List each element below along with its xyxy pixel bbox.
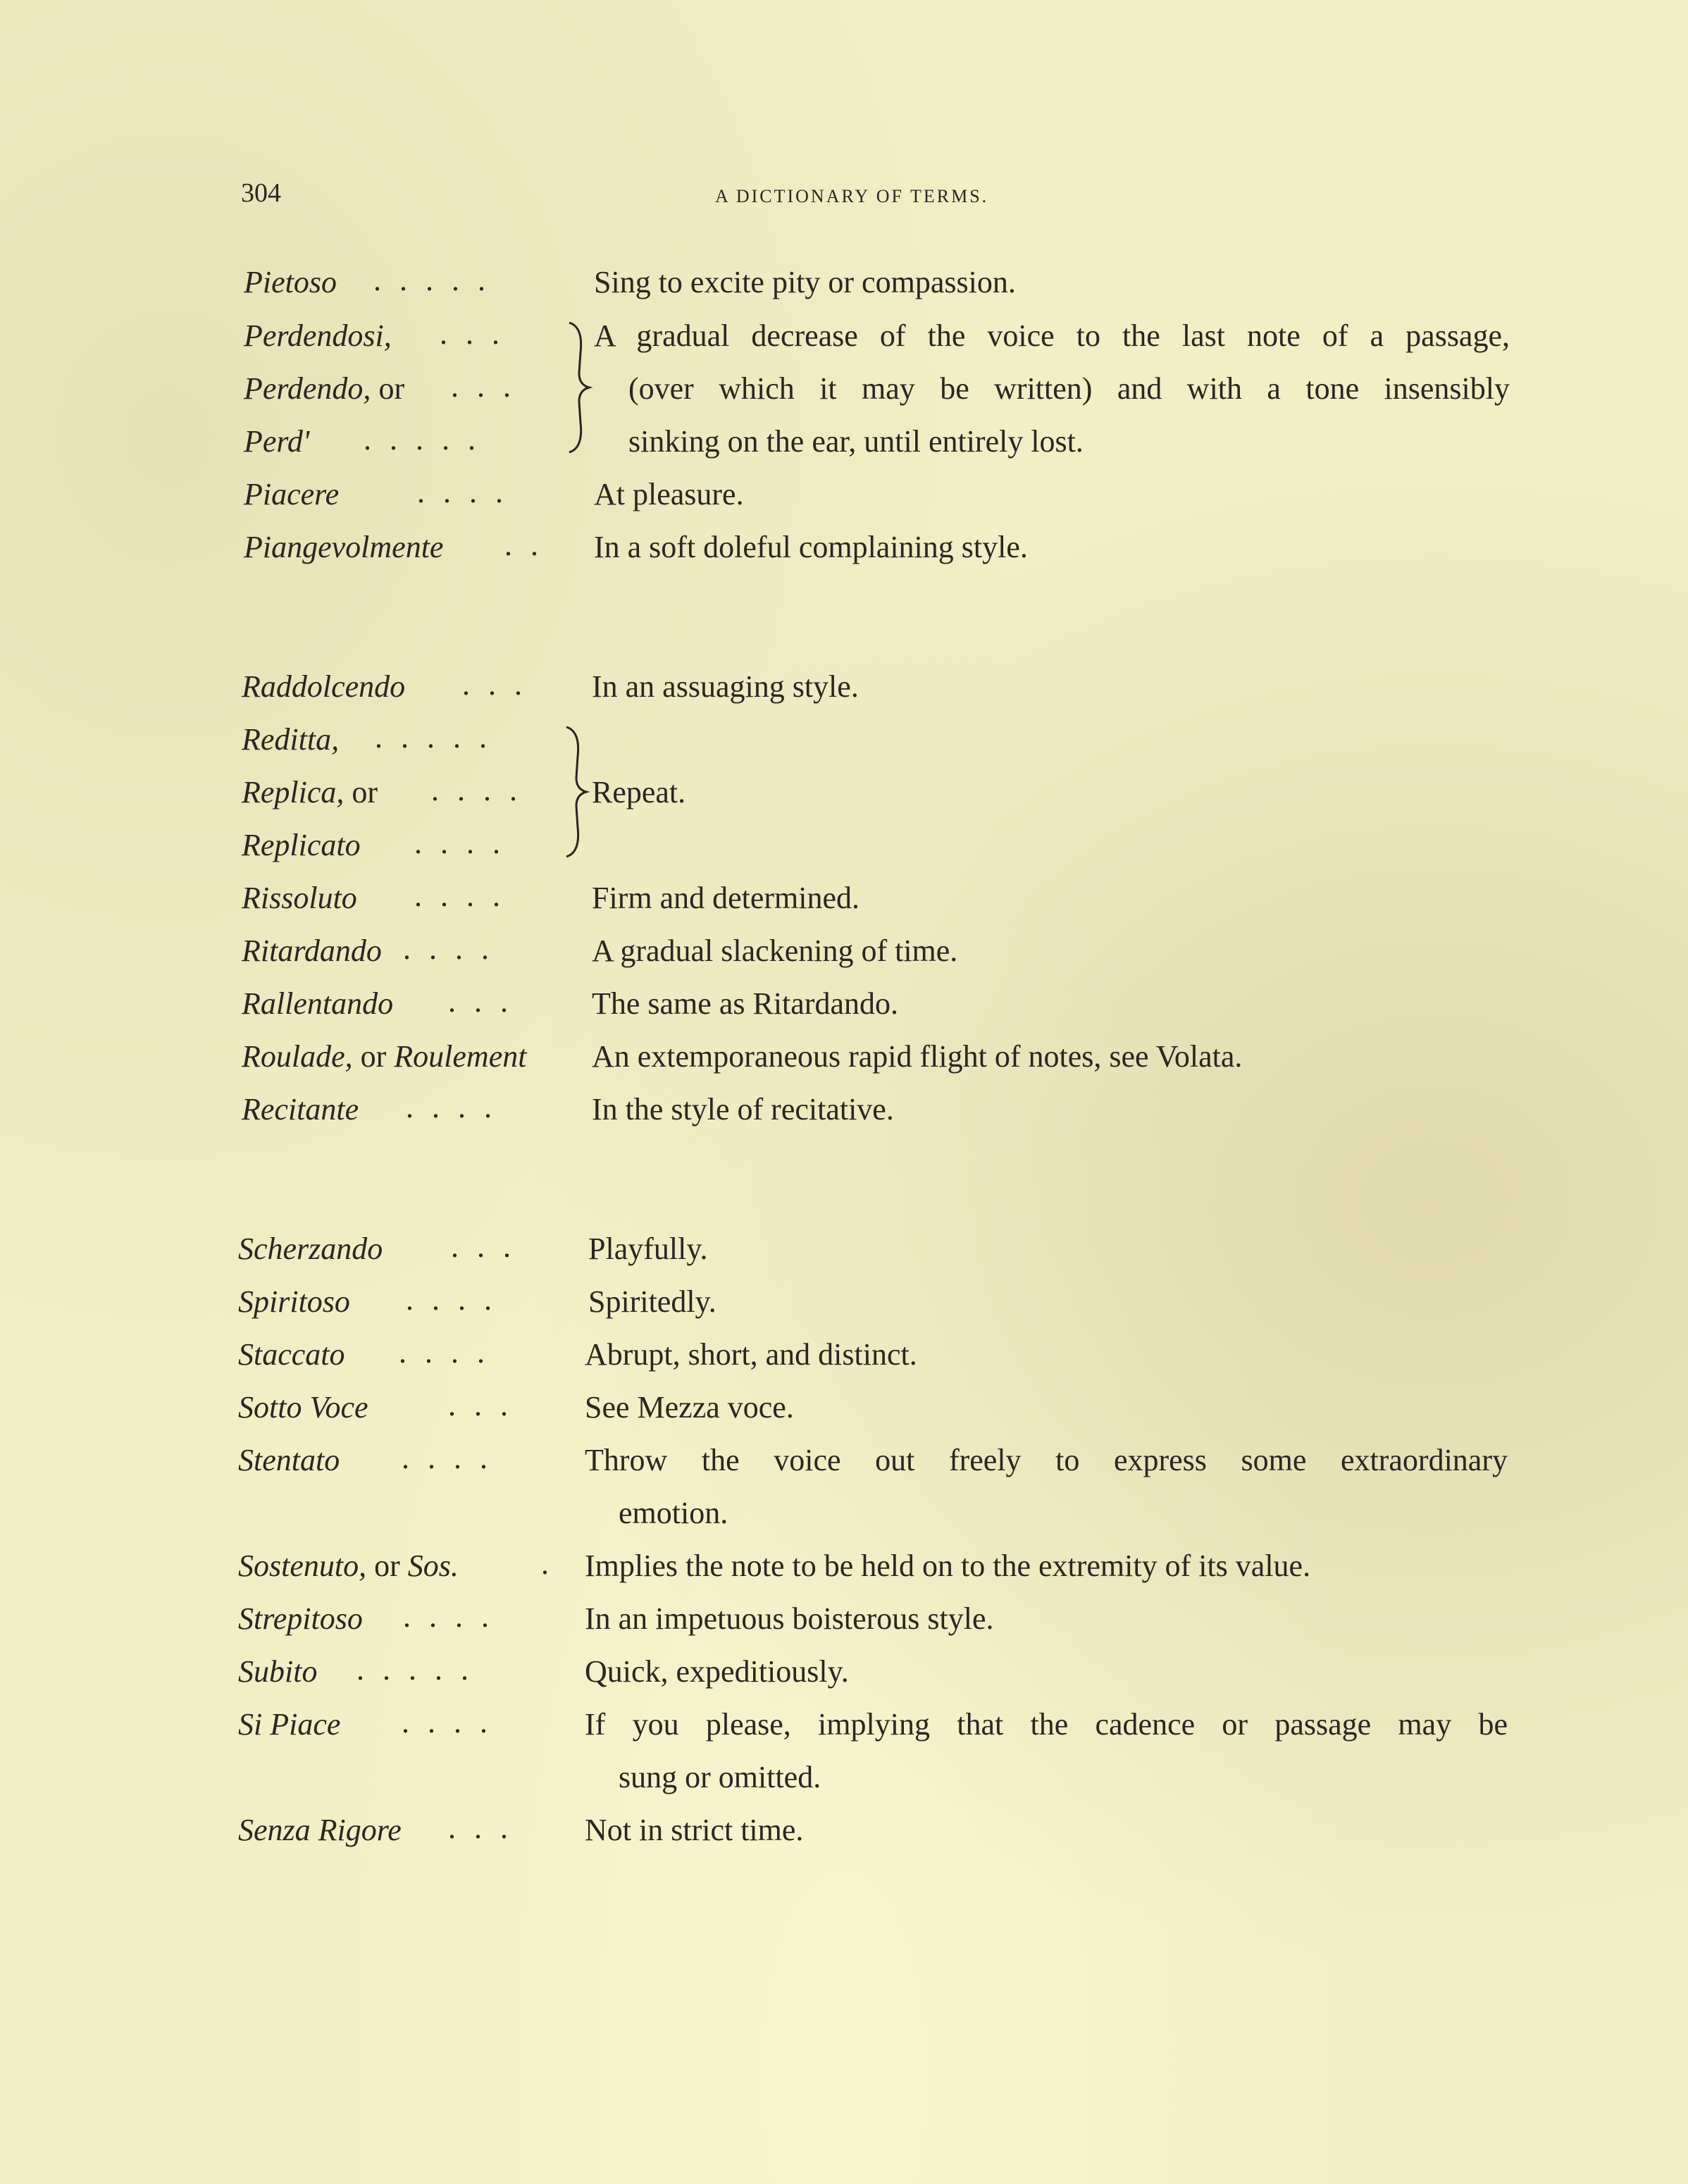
leader-dots: ... <box>448 1811 526 1845</box>
definition-subito: Quick, expeditiously. <box>585 1654 849 1689</box>
definition-stentato: Throw the voice out freely to express some extraordinary <box>585 1443 1508 1477</box>
term-piacere: Piacere <box>244 477 340 511</box>
term-ritardando: Ritardando <box>242 933 382 968</box>
leader-dots: ..... <box>364 422 494 457</box>
term-reditta: Reditta, <box>242 722 340 757</box>
leader-dots: .... <box>403 931 507 966</box>
term-conjunction: or <box>378 371 405 406</box>
leader-dots: .... <box>414 826 519 860</box>
term-sostenuto: Sostenuto, <box>238 1549 367 1583</box>
term-staccato: Staccato <box>238 1337 345 1372</box>
definition-sotto-voce: See Mezza voce. <box>585 1390 794 1425</box>
definition-ritardando: A gradual slackening of time. <box>592 933 958 968</box>
term-sotto-voce: Sotto Voce <box>238 1390 368 1425</box>
term-perdendo-row <box>244 363 404 415</box>
definition-rallentando: The same as Ritardando. <box>592 986 898 1021</box>
definition-stentato-cont: emotion. <box>619 1496 728 1530</box>
term-raddolcendo: Raddolcendo <box>242 669 406 704</box>
term-recitante: Recitante <box>242 1092 359 1127</box>
definition-roulade: An extemporaneous rapid flight of notes, see Volata. <box>592 1039 1243 1074</box>
leader-dots: ... <box>448 1388 526 1422</box>
term-piangevolmente: Piangevolmente <box>244 530 444 564</box>
term-perdendosi: Perdendosi, <box>244 318 392 353</box>
page-number: 304 <box>241 178 281 208</box>
leader-dots: .. <box>504 528 557 562</box>
term-si-piace: Si Piace <box>238 1707 341 1742</box>
definition-perd: sinking on the ear, until entirely lost. <box>628 424 1084 459</box>
definition-sostenuto: Implies the note to be held on to the extremity of its value. <box>585 1549 1311 1583</box>
term-roulade-row <box>242 1031 526 1083</box>
leader-dots: ..... <box>373 263 504 297</box>
leader-dots: .... <box>402 1705 506 1739</box>
definition-perdendosi: A gradual decrease of the voice to the last note of a passage, <box>594 318 1510 353</box>
definition-spiritoso: Spiritedly. <box>588 1284 716 1319</box>
leader-dots: ... <box>440 316 518 351</box>
definition-piacere: At pleasure. <box>594 477 744 511</box>
term-conjunction: or <box>360 1039 387 1074</box>
term-subito: Subito <box>238 1654 318 1689</box>
definition-si-piace: If you please, implying that the cadence or passage may be <box>585 1707 1508 1742</box>
definition-pietoso: Sing to excite pity or compassion. <box>594 265 1016 299</box>
term-perdendo: Perdendo, <box>244 371 371 406</box>
leader-dots: .... <box>402 1441 506 1475</box>
term-strepitoso: Strepitoso <box>238 1601 363 1636</box>
term-senza-rigore: Senza Rigore <box>238 1813 402 1847</box>
term-scherzando: Scherzando <box>238 1231 383 1266</box>
definition-si-piace-cont: sung or omitted. <box>619 1760 821 1794</box>
leader-dots: ..... <box>375 720 505 755</box>
term-replica: Replica, <box>242 775 345 809</box>
leader-dots: ... <box>462 667 540 702</box>
definition-rissoluto: Firm and determined. <box>592 881 860 915</box>
term-perd: Perd' <box>244 424 310 459</box>
term-rissoluto: Rissoluto <box>242 881 357 915</box>
definition-raddolcendo: In an assuaging style. <box>592 669 859 704</box>
leader-dots: .... <box>403 1599 507 1634</box>
leader-dots: ..... <box>356 1652 487 1687</box>
term-replicato: Replicato <box>242 828 361 862</box>
leader-dots: .... <box>399 1335 503 1370</box>
definition-staccato: Abrupt, short, and distinct. <box>585 1337 917 1372</box>
term-roulade: Roulade, <box>242 1039 353 1074</box>
term-sos: Sos. <box>407 1549 459 1583</box>
definition-scherzando: Playfully. <box>588 1231 708 1266</box>
term-spiritoso: Spiritoso <box>238 1284 350 1319</box>
term-sostenuto-row <box>238 1540 459 1592</box>
term-pietoso: Pietoso <box>244 265 337 299</box>
definition-repeat: Repeat. <box>592 775 686 809</box>
leader-dots: ... <box>451 1229 529 1264</box>
leader-dots: .... <box>406 1090 510 1124</box>
brace-perdendosi <box>564 317 599 458</box>
leader-dots: .... <box>406 1282 510 1317</box>
term-rallentando: Rallentando <box>242 986 394 1021</box>
term-conjunction: or <box>374 1549 400 1583</box>
term-roulement: Roulement <box>394 1039 527 1074</box>
definition-recitante: In the style of recitative. <box>592 1092 894 1127</box>
leader-dots: .... <box>431 773 535 807</box>
leader-dots: .... <box>417 475 521 509</box>
definition-senza-rigore: Not in strict time. <box>585 1813 804 1847</box>
leader-dots: ... <box>451 369 529 404</box>
running-title: A DICTIONARY OF TERMS. <box>715 186 989 206</box>
term-conjunction: or <box>352 775 378 809</box>
definition-perdendo: (over which it may be written) and with a tone insensibly <box>628 371 1510 406</box>
leader-dots: .... <box>414 879 519 913</box>
term-stentato: Stentato <box>238 1443 340 1477</box>
term-replica-row <box>242 767 378 819</box>
leader-dots: . <box>541 1546 567 1581</box>
leader-dots: ... <box>448 984 526 1019</box>
definition-strepitoso: In an impetuous boisterous style. <box>585 1601 994 1636</box>
definition-piangevolmente: In a soft doleful complaining style. <box>594 530 1028 564</box>
